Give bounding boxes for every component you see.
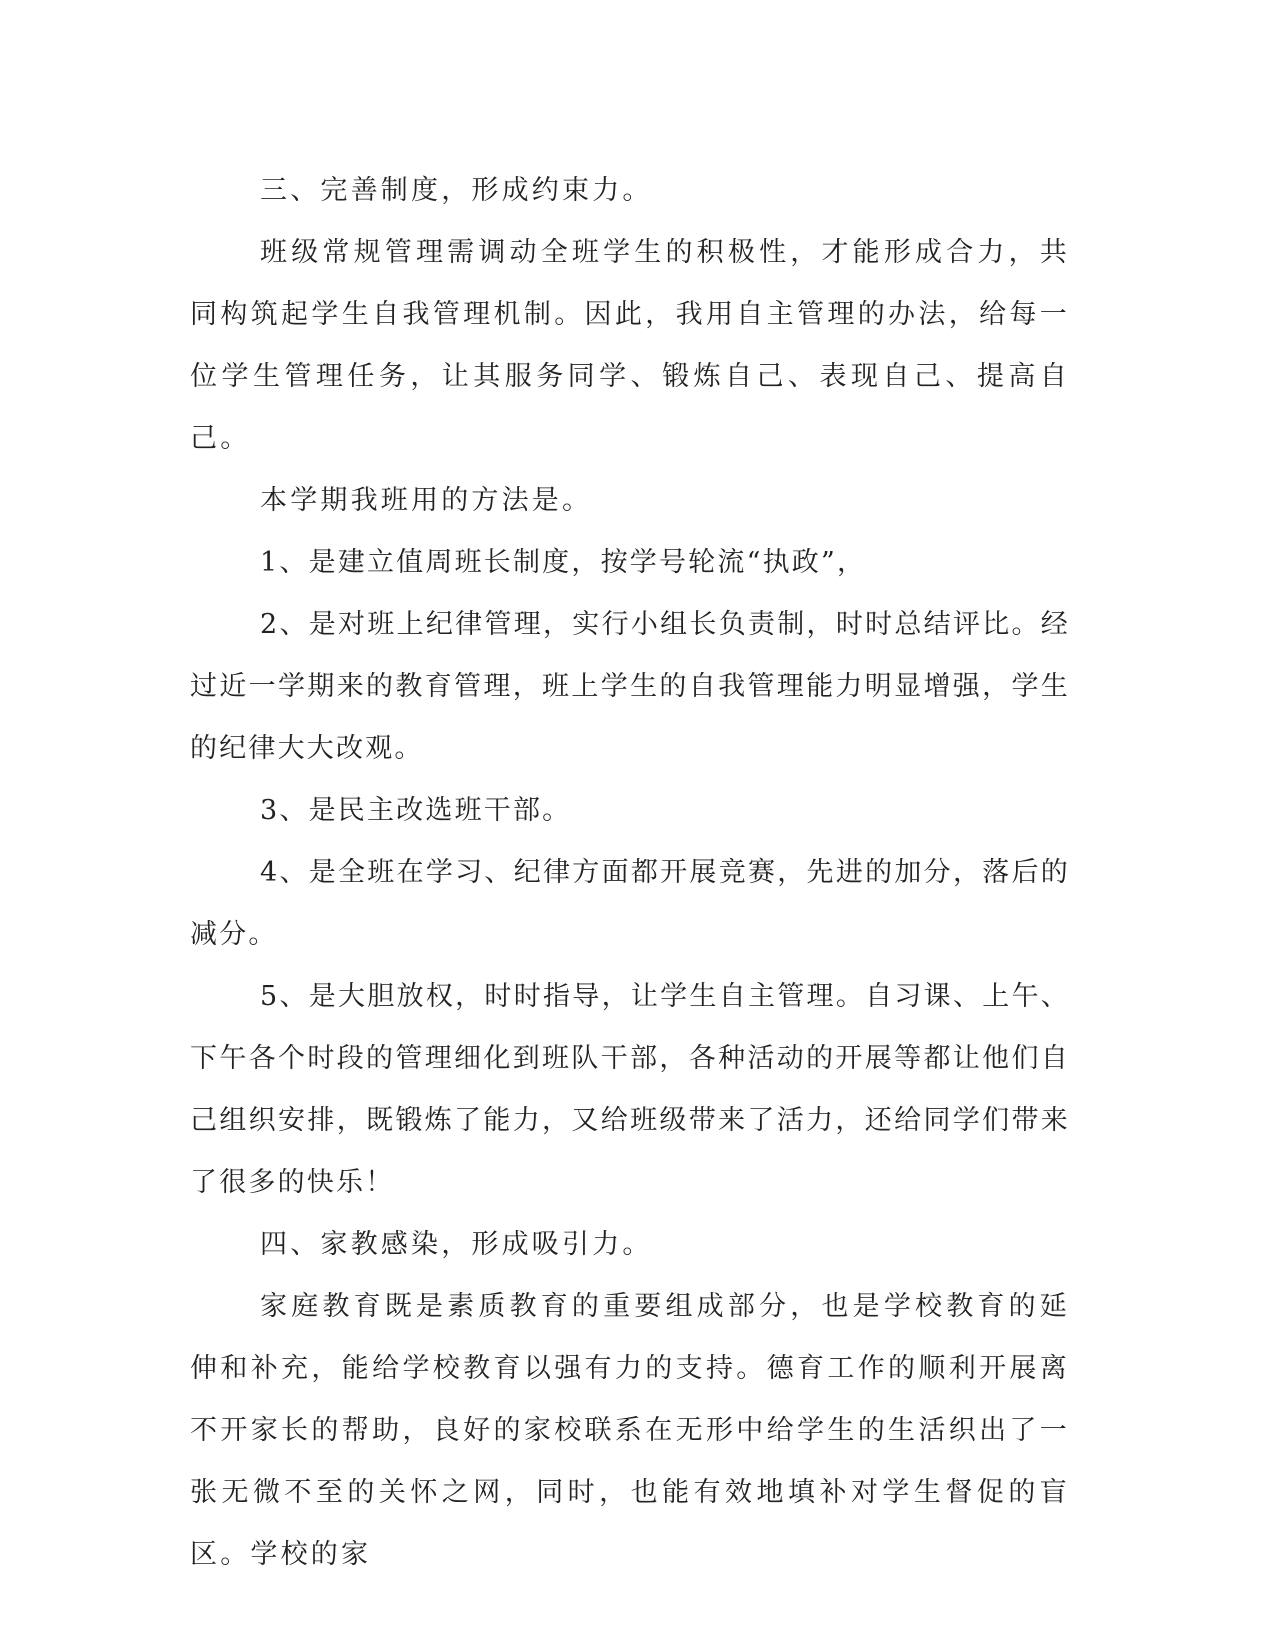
list-item-1: 1、是建立值周班长制度，按学号轮流“执政”， [260, 547, 867, 578]
list-item-4: 4、是全班在学习、纪律方面都开展竞赛，先进的加分，落后的减分。 [190, 857, 1070, 950]
section-heading-4: 四、家教感染，形成吸引力。 [260, 1229, 653, 1260]
list-item-3: 3、是民主改选班干部。 [260, 795, 572, 826]
list-item-5: 5、是大胆放权，时时指导，让学生自主管理。自习课、上午、下午各个时段的管理细化到班队干部，各种活动的开展等都让他们自己组织安排，既锻炼了能力，又给班级带来了活力，还给同学们带来了很多的快乐！ [190, 981, 1070, 1198]
section-heading-3: 三、完善制度，形成约束力。 [260, 175, 653, 206]
document-body [190, 160, 1070, 1586]
paragraph: 家庭教育既是素质教育的重要组成部分，也是学校教育的延伸和补充，能给学校教育以强有力的支持。德育工作的顺利开展离不开家长的帮助，良好的家校联系在无形中给学生的生活织出了一张无微不至的关怀之网，同时，也能有效地填补对学生督促的盲区。学校的家 [190, 1291, 1070, 1570]
paragraph: 班级常规管理需调动全班学生的积极性，才能形成合力，共同构筑起学生自我管理机制。因此，我用自主管理的办法，给每一位学生管理任务，让其服务同学、锻炼自己、表现自己、提高自己。 [190, 237, 1070, 454]
paragraph: 本学期我班用的方法是。 [260, 485, 593, 516]
list-item-2: 2、是对班上纪律管理，实行小组长负责制，时时总结评比。经过近一学期来的教育管理，班上学生的自我管理能力明显增强，学生的纪律大大改观。 [190, 609, 1070, 764]
